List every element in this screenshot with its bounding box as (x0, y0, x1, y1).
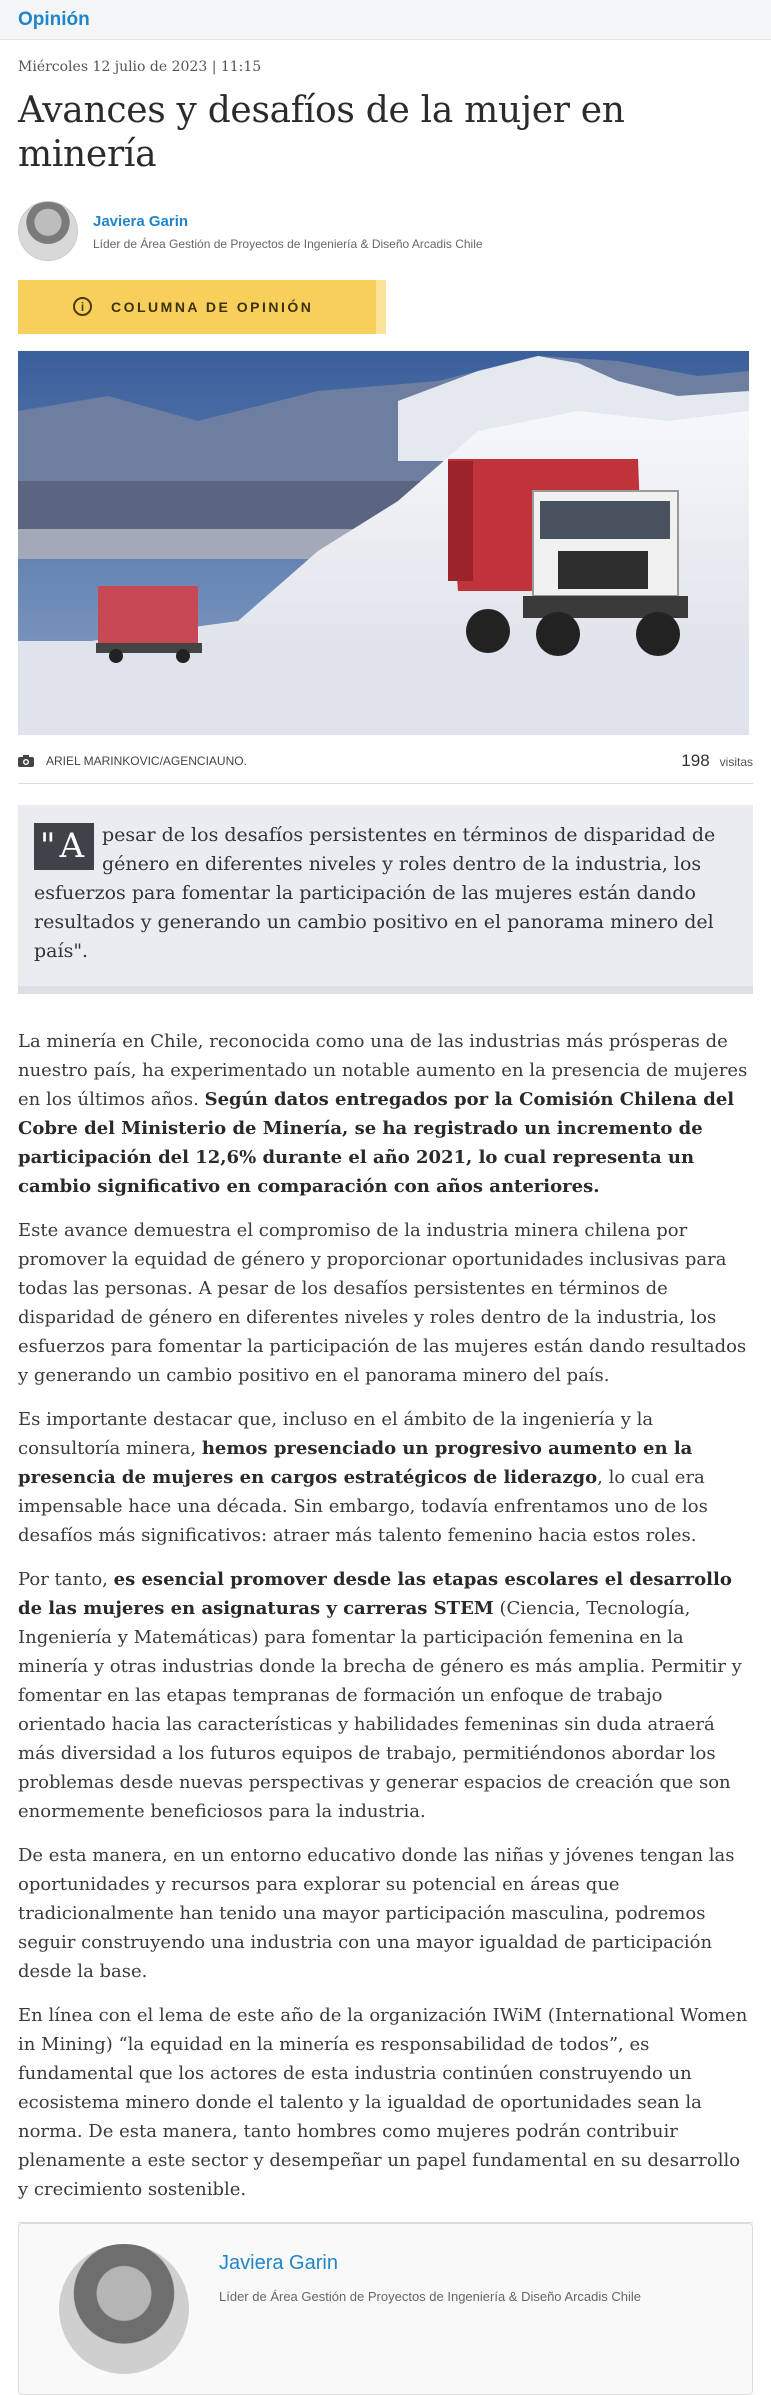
body-paragraph-2: Este avance demuestra el compromiso de la industria minera chilena por promover la equidad de género y proporcionar oportunidades inclusivas para todas las personas. A pesar de los desafíos persistentes en términos de disparidad de género en diferentes niveles y roles dentro de la industria, los esfuerzos para fomentar la participación de las mujeres están dando resultados y generando un cambio positivo en el panorama minero del país. (18, 1220, 747, 1386)
author-avatar[interactable] (18, 201, 78, 261)
photo-meta (18, 751, 753, 771)
footer-divider (18, 2222, 753, 2223)
divider (18, 783, 753, 784)
info-icon: i (73, 297, 92, 316)
body-paragraph-3: Es importante destacar que, incluso en el ámbito de la ingeniería y la consultoría minera, hemos presenciado un progresivo aumento en la presencia de mujeres en cargos estratégicos de liderazgo, lo cual era impensable hace una década. Sin embargo, todavía enfrentamos uno de los desafíos más significativos: atraer más talento femenino hacia estos roles. (18, 1409, 708, 1546)
opinion-column-badge (18, 280, 376, 334)
truck-far (96, 586, 202, 663)
body-paragraph-1: La minería en Chile, reconocida como una de las industrias más prósperas de nuestro país, ha experimentado un notable aumento en la presencia de mujeres en los últimos años. Según datos entregados por la Comisión Chilena del Cobre del Ministerio de Minería, se ha registrado un incremento de participación del 12,6% durante el año 2021, lo cual representa un cambio significativo en comparación con años anteriores. (18, 1031, 748, 1197)
author-byline (18, 201, 753, 261)
article-date: Miércoles 12 julio de 2023 | 11:15 (18, 59, 262, 75)
body-paragraph-6: En línea con el lema de este año de la organización IWiM (International Women in Mining) “la equidad en la minería es responsabilidad de todos”, es fundamental que los actores de esta industria continúen construyendo un ecosistema minero donde el talento y la igualdad de oportunidades sean la norma. De esta manera, tanto hombres como mujeres podrán contribuir plenamente a este sector y desempeñar un papel fundamental en su desarrollo y crecimiento sostenible. (18, 2005, 748, 2200)
visits-label: visitas (719, 755, 753, 769)
author-box-avatar[interactable] (59, 2244, 189, 2374)
author-role: Líder de Área Gestión de Proyectos de Ingeniería & Diseño Arcadis Chile (93, 237, 483, 251)
photo-credit: ARIEL MARINKOVIC/AGENCIAUNO. (46, 754, 247, 768)
pull-quote-text: pesar de los desafíos persistentes en términos de disparidad de género en diferentes niveles y roles dentro de la industria, los esfuerzos para fomentar la participación de las mujeres están dando resultados y generando un cambio positivo en el panorama minero del país". (34, 824, 716, 962)
pull-quote (18, 805, 753, 994)
visit-counter (681, 751, 753, 771)
badge-label: COLUMNA DE OPINIÓN (111, 299, 314, 315)
top-nav-bar (0, 0, 771, 40)
section-link-opinion[interactable]: Opinión (18, 8, 90, 30)
author-box (18, 2223, 753, 2395)
visits-count: 198 (681, 751, 710, 770)
body-paragraph-5: De esta manera, en un entorno educativo donde las niñas y jóvenes tengan las oportunidades y recursos para explorar su potencial en áreas que tradicionalmente han tenido una mayor participación masculina, podremos seguir construyendo una industria con una mayor igualdad de participación desde la base. (18, 1845, 735, 1982)
article-title: Avances y desafíos de la mujer en minería (18, 90, 625, 175)
article-photo[interactable] (18, 351, 749, 735)
body-paragraph-4: Por tanto, es esencial promover desde las etapas escolares el desarrollo de las mujeres en asignaturas y carreras STEM (Ciencia, Tecnología, Ingeniería y Matemáticas) para fomentar la participación femenina en la minería y otras industrias donde la brecha de género es más amplia. Permitir y fomentar en las etapas tempranas de formación un enfoque de trabajo orientado hacia las características y habilidades femeninas sin duda atraerá más diversidad a los futuros equipos de trabajo, permitiéndonos abordar los problemas desde nuevas perspectivas y generar espacios de creación que son enormemente beneficiosos para la industria. (18, 1569, 742, 1822)
author-name-link[interactable]: Javiera Garin (93, 213, 189, 230)
camera-icon (18, 755, 34, 767)
article (0, 59, 771, 2395)
pull-quote-dropcap: "A (34, 823, 94, 870)
author-box-name-link[interactable]: Javiera Garin (219, 2252, 338, 2274)
author-box-role: Líder de Área Gestión de Proyectos de Ingeniería & Diseño Arcadis Chile (219, 2289, 642, 2304)
